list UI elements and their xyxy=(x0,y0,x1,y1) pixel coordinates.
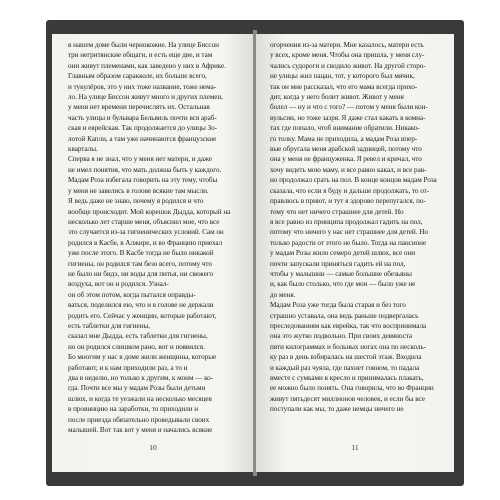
text-line: лотой Капли, а там уже начинаются французские xyxy=(68,134,217,143)
text-line: шлюх, и когда те уезжали на несколько месяцев xyxy=(68,394,212,403)
text-line: кварталы. xyxy=(68,145,98,154)
text-line: гда. Почти все мы у мадам Розы были детьми xyxy=(68,384,206,393)
text-line: три негритянские общаги, и есть еще две, и там xyxy=(68,51,213,60)
text-line: Мадам Роза уже тогда была старая и без того xyxy=(270,301,406,310)
text-line: ская и еврейская. Так продолжается до улицы Зо- xyxy=(68,124,217,133)
text-line: так он мне рассказал, что его мама всегда прихо- xyxy=(270,82,418,91)
text-line: тому что нет ничего страшнее для детей. Но xyxy=(270,207,404,216)
text-line: правлюсь в приют, и тут я здорово перепугался, по- xyxy=(270,197,426,206)
text-line: ку раз в день взбиралась на шестой этаж. Входила xyxy=(270,353,422,362)
text-line: вместе с сумками в кресло и принималась плакать, xyxy=(270,374,424,382)
text-line: есть таблетки для гигиены, xyxy=(68,321,151,330)
text-line: она у меня не француженка. Я ревел и кричал, что xyxy=(270,155,422,164)
left-page xyxy=(52,34,254,472)
right-page-number: 11 xyxy=(351,443,359,452)
text-line: Бо многим у нас в доме жили женщины, которые xyxy=(68,353,217,362)
text-line: дит, когда у него болит живот. Живот у меня xyxy=(270,93,404,102)
text-line: вые обругала меня арабской задницей, потому что xyxy=(270,145,422,154)
left-page-number: 10 xyxy=(149,443,157,452)
text-line: живут пятьдесят миллионов человек, и если бы все xyxy=(270,394,425,403)
text-line: сказал мне Дыдда, есть таблетки для гигиены, xyxy=(68,332,208,341)
text-line: ваться, поделился ею, что и в голове не держали xyxy=(68,301,214,310)
text-line: у всех, кроме меня. Чтобы она пришла, у меня слу- xyxy=(270,51,425,60)
text-line: огорчения из-за матери. Мне казалось, матери есть xyxy=(270,41,424,49)
text-line: болел — ну и что с того? — потом у меня были кон- xyxy=(270,103,428,112)
text-line: я все равно из принципа продолжал гадить на пол, xyxy=(270,217,423,226)
text-line: поступали как мы, то даже немцы ничего не xyxy=(270,405,404,414)
text-line: чались судороги и сводило живот. На другой сторо- xyxy=(270,61,426,70)
text-line: но он родился слишком рано, вот и появился. xyxy=(68,342,205,351)
text-line: тах где попало, чтоб внимание обратили. Никако- xyxy=(270,124,420,133)
text-line: они живут племенами, как заведено у них в Африке. xyxy=(68,61,226,70)
text-line: часть улицы и бульвара Бельвиль почти вся араб- xyxy=(68,113,217,122)
text-line: преследованиям как еврейка, так что воспринимала xyxy=(270,321,427,330)
left-page-text xyxy=(68,40,244,435)
text-line: в провинцию на заработки, то приходили и xyxy=(68,405,199,414)
text-line: хочу видеть мою маму, и все равно какал, и все рав- xyxy=(270,165,427,174)
text-line: Мадам Роза избегала говорить на эту тему, чтобы xyxy=(68,176,218,185)
text-line: не было ни бидэ, ни воды для питья, ни свежего xyxy=(68,269,214,278)
right-page-text xyxy=(270,40,446,415)
text-line: страшно уставала, она ведь раньше подвергалась xyxy=(270,311,419,320)
text-line: родить его. Сейчас у женщин, которые работают, xyxy=(68,311,217,320)
text-line: родился в Касбе, в Алжире, и во Францию приехал xyxy=(68,238,223,247)
text-line: го толку. Мама не приходила, а мадам Роза впер- xyxy=(270,134,418,143)
text-line: и каждый раз чуяла, где пахнет говном, то падала xyxy=(270,363,420,372)
text-line: в нашем доме были чернокожие. На улице Биссон xyxy=(68,41,219,49)
text-line: ло. На улице Биссон живут много и других племен, xyxy=(68,93,223,102)
text-line: и, как было столько, что где мои — было уже не xyxy=(270,280,416,289)
text-line: не улицы жил пацан, тот, у которого был мячик, xyxy=(270,72,415,81)
text-line: это случается из-за гигиенических условий. Сам он xyxy=(68,228,224,237)
text-line: два в неделю, но только к другим, к моим — ко- xyxy=(68,374,214,382)
text-line: гигиены, он родился там безо всего, потому что xyxy=(68,259,212,268)
text-line: Я ведь даже не знаю, почему я родился и что xyxy=(68,197,204,206)
text-line: несколько лет старше меня, объяснил мне, что все xyxy=(68,217,220,226)
text-line: уже после этого. В Касбе тогда не было никакой xyxy=(68,249,214,258)
text-line: после приезда обязательно проведывали своих xyxy=(68,415,210,424)
text-line: воздуха, вот он и родился. Узнал- xyxy=(68,280,169,289)
text-line: у меня нет времени перечислять их. Остальная xyxy=(68,103,210,112)
text-line: и тукулёров, это у них тоже название, тоже нема- xyxy=(68,82,217,91)
text-line: ее можно было понять. Она говорила, что во Франции xyxy=(270,384,434,393)
text-line: она это жутко подвольно. При своих девяноста xyxy=(270,332,413,341)
text-line: но продолжал срать на пол. В конце концов мадам Роза xyxy=(270,176,437,185)
text-line: вообще происходит. Мой корешок Дыдда, который на xyxy=(68,207,231,216)
text-line: только радости от этого не было. Тогда на пансионе xyxy=(270,238,427,247)
text-line: не имел понятия, что мать должна быть у каждого. xyxy=(68,165,222,174)
text-line: потому что ничего у нас нет страшнее для детей. Но xyxy=(270,228,428,237)
text-line: Главным образом саракколе, их больше всего, xyxy=(68,72,207,81)
right-page xyxy=(256,34,454,472)
text-line: вульсии, но тоже зазря. Я даже стал какать в комна- xyxy=(270,113,426,122)
text-line: чтобы у малышни — самые большие обезьяны xyxy=(270,269,412,278)
text-line: он об этом потом, когда пытался оправды- xyxy=(68,290,196,299)
text-line: почти запускали приняться гадить ей на пол, xyxy=(270,259,406,268)
text-line: пяти килограммах и больных ногах она по несколь- xyxy=(270,342,427,351)
text-line: работают, и к нам приходили раз, а то и xyxy=(68,363,188,372)
text-line: малышей. Вот так вот у меня и начались всякие xyxy=(68,426,213,435)
text-line: до меня. xyxy=(270,290,296,299)
text-line: Сперва я не знал, что у меня нет матери, и даже xyxy=(68,155,212,164)
text-line: сказала, что если я буду и дальше продолжать, то от- xyxy=(270,186,430,195)
text-line: у меня не завелись в голове всякие там мысли. xyxy=(68,186,209,195)
text-line: у мадам Розы жило семеро детей шлюх, все они xyxy=(270,249,416,258)
